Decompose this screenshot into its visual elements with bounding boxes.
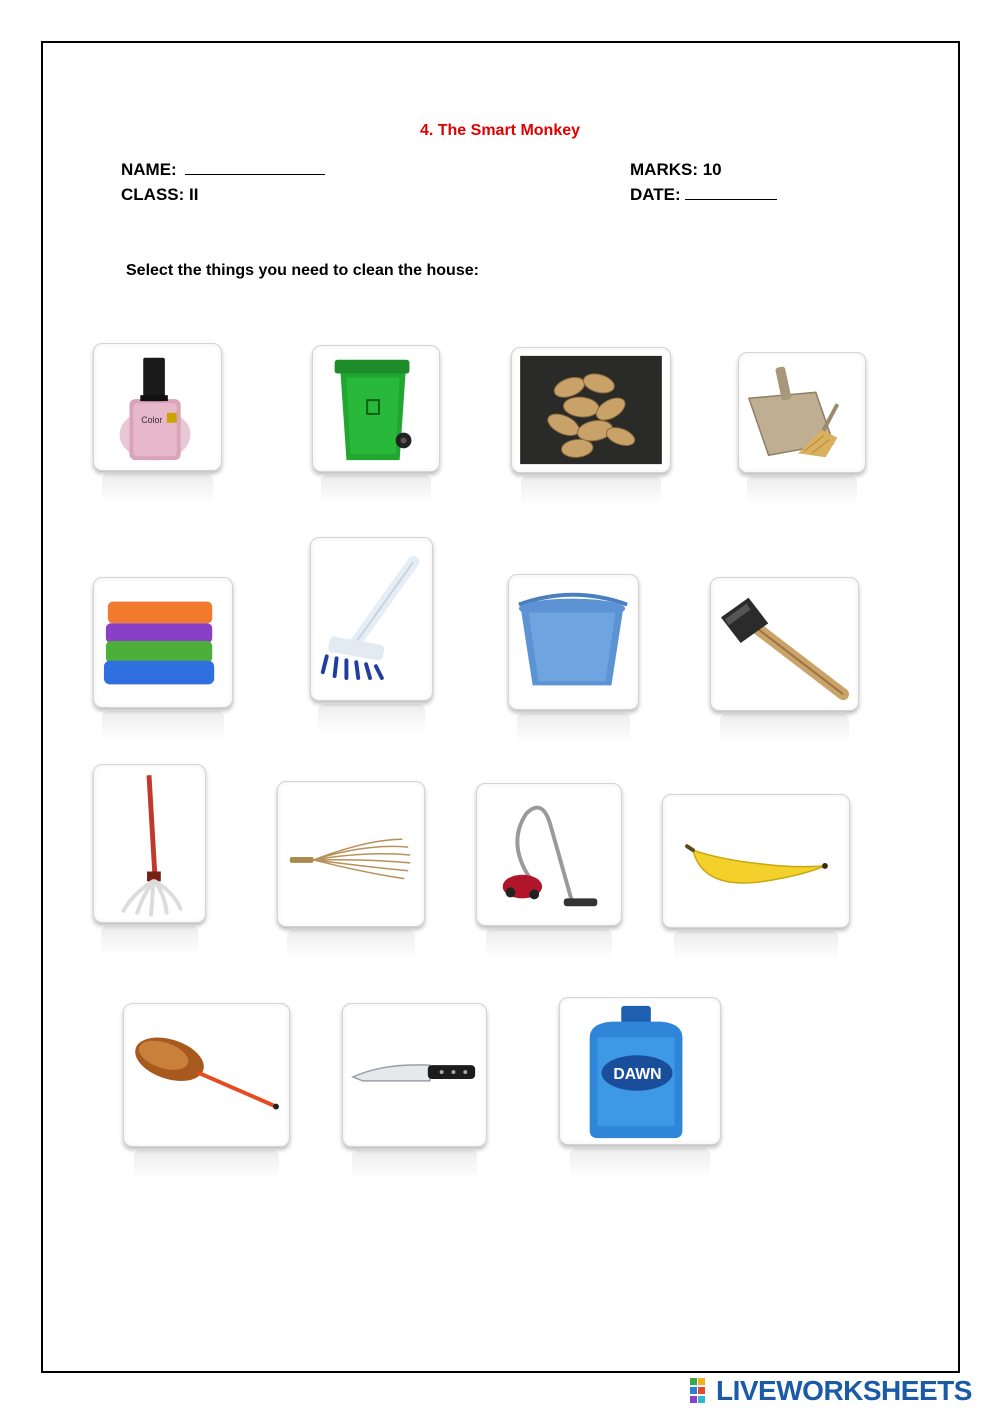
date-blank [685,186,777,200]
liveworksheets-mark-icon [690,1378,714,1404]
broom-icon [278,782,424,926]
brand-text: LIVEWORKSHEETS [716,1375,972,1406]
card-reflection [102,711,223,741]
bucket-icon [509,575,638,709]
item-card-dish-soap[interactable] [559,997,721,1145]
marks-label: MARKS: 10 [630,160,722,179]
item-card-broom[interactable] [277,781,425,927]
green-dustbin-icon [313,346,439,471]
item-card-vacuum[interactable] [476,783,622,926]
item-card-feather-duster[interactable] [123,1003,290,1147]
name-label: NAME: [121,160,177,179]
nail-polish-icon [94,344,221,470]
class-label: CLASS: II [121,185,199,204]
liveworksheets-logo [690,1374,972,1408]
card-reflection [720,714,849,744]
dish-soap-brand: DAWN [613,1065,662,1083]
worksheet-title: 4. The Smart Monkey [419,122,581,139]
date-field [630,185,777,205]
card-reflection [287,930,415,960]
sponges-icon [94,578,232,707]
item-card-sponges[interactable] [93,577,233,708]
name-blank [185,161,325,175]
item-card-knife[interactable] [342,1003,487,1147]
hammer-icon [711,578,858,710]
nail-polish-brand: Color [141,414,163,425]
peanuts-icon [512,348,670,472]
card-reflection [517,713,631,743]
card-reflection [102,474,214,504]
name-field [121,160,325,180]
item-card-dustpan[interactable] [738,352,866,473]
card-reflection [747,476,858,506]
date-label: DATE: [630,185,681,204]
item-card-dustbin[interactable] [312,345,440,472]
vacuum-cleaner-icon [477,784,621,925]
instruction-text: Select the things you need to clean the house: [126,262,479,279]
item-card-hammer[interactable] [710,577,859,711]
item-card-scrub-brush[interactable] [310,537,433,701]
card-reflection [486,929,613,959]
item-card-mop[interactable] [93,764,206,923]
card-reflection [318,704,424,734]
card-reflection [321,475,432,505]
item-card-bucket[interactable] [508,574,639,710]
dish-soap-icon [560,998,720,1144]
dustpan-and-brush-icon [739,353,865,472]
scrub-brush-icon [311,538,432,700]
item-card-nail-polish[interactable] [93,343,222,471]
card-reflection [352,1150,478,1180]
feather-duster-icon [124,1004,289,1146]
mop-icon [94,765,205,922]
card-reflection [674,931,838,961]
item-card-peanuts[interactable] [511,347,671,473]
card-reflection [101,926,199,956]
item-card-banana[interactable] [662,794,850,928]
card-reflection [521,476,660,506]
card-reflection [570,1148,711,1178]
card-reflection [134,1150,279,1180]
knife-icon [343,1004,486,1146]
banana-icon [663,795,849,927]
